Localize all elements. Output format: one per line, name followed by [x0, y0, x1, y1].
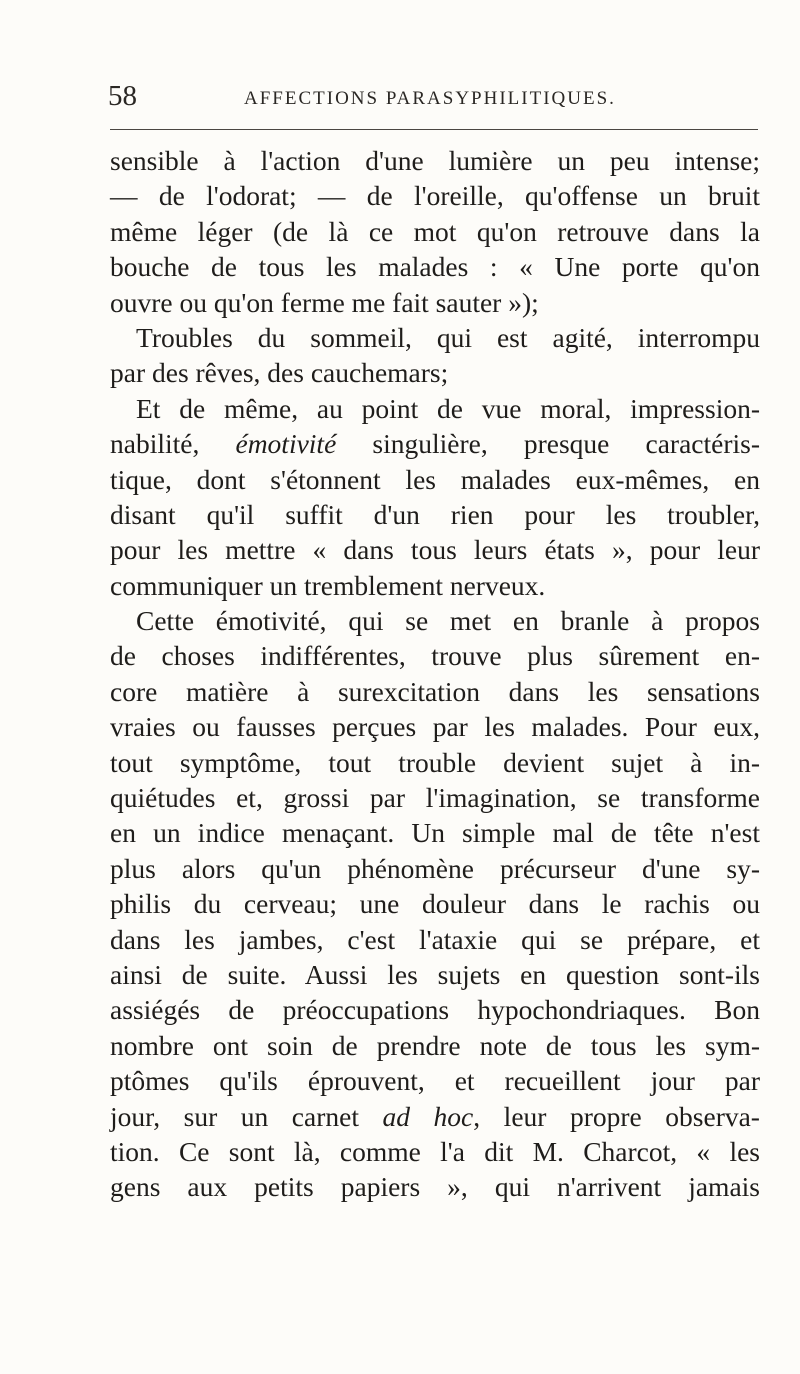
header-rule	[110, 129, 758, 130]
text-line: tique, dont s'étonnent les malades eux-mêmes, en	[110, 463, 760, 495]
running-head	[108, 82, 758, 114]
emphasis-text: émotivité	[235, 428, 337, 460]
text-line: quiétudes et, grossi par l'imagination, se transforme	[110, 782, 760, 814]
text-line: de choses indifférentes, trouve plus sûrement en-	[110, 640, 760, 672]
line-segment: nabilité,	[110, 428, 236, 460]
text-line: plus alors qu'un phénomène précurseur d'une sy-	[110, 852, 760, 884]
line-segment: jour, sur un carnet	[110, 1100, 383, 1132]
text-line-emphasis	[110, 426, 760, 461]
text-line: tout symptôme, tout trouble devient sujet à in-	[110, 746, 760, 778]
text-line: disant qu'il suffit d'un rien pour les troubler,	[110, 498, 760, 530]
line-segment: , leur propre observa-	[473, 1100, 760, 1132]
text-line-emphasis	[110, 1099, 760, 1134]
text-line: pour les mettre « dans tous leurs états », pour leur	[110, 534, 760, 566]
text-line: même léger (de là ce mot qu'on retrouve dans la	[110, 215, 760, 247]
text-line: dans les jambes, c'est l'ataxie qui se prépare, et	[110, 923, 760, 955]
text-line: philis du cerveau; une douleur dans le rachis ou	[110, 888, 760, 920]
text-line: Et de même, au point de vue moral, impression-	[136, 392, 760, 424]
text-line: core matière à surexcitation dans les sensations	[110, 675, 760, 707]
text-line: sensible à l'action d'une lumière un peu intense;	[110, 145, 760, 176]
text-line: ainsi de suite. Aussi les sujets en question sont-ils	[110, 958, 760, 990]
text-line: ptômes qu'ils éprouvent, et recueillent jour par	[110, 1065, 760, 1097]
text-line: Troubles du sommeil, qui est agité, interrompu	[136, 321, 760, 353]
emphasis-text: ad hoc	[382, 1100, 474, 1132]
text-line: assiégés de préoccupations hypochondriaques. Bon	[110, 994, 760, 1026]
text-line: gens aux petits papiers », qui n'arrivent jamais	[110, 1171, 760, 1203]
text-line: ouvre ou qu'on ferme me fait sauter »);	[110, 286, 539, 318]
text-line: vraies ou fausses perçues par les malades. Pour eux,	[110, 711, 760, 743]
text-line: — de l'odorat; — de l'oreille, qu'offense un bruit	[110, 180, 760, 212]
text-line: Cette émotivité, qui se met en branle à propos	[136, 605, 760, 637]
text-line: nombre ont soin de prendre note de tous les sym-	[110, 1029, 760, 1061]
text-line: tion. Ce sont là, comme l'a dit M. Charcot, « les	[110, 1135, 760, 1167]
body-text	[110, 143, 760, 1205]
page-number: 58	[108, 80, 137, 112]
running-title: AFFECTIONS PARASYPHILITIQUES.	[244, 88, 616, 109]
text-line: communiquer un tremblement nerveux.	[110, 569, 546, 601]
line-segment: singulière, presque caractéris-	[336, 428, 760, 460]
text-line: par des rêves, des cauchemars;	[110, 357, 449, 389]
text-line: en un indice menaçant. Un simple mal de tête n'est	[110, 817, 760, 849]
text-line: bouche de tous les malades : « Une porte qu'on	[110, 251, 760, 283]
